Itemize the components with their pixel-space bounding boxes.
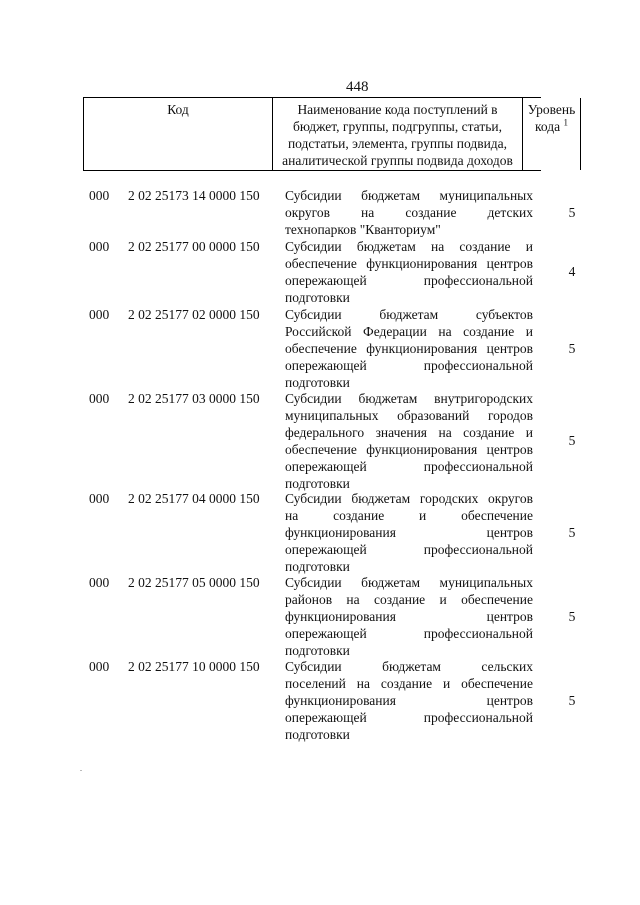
row-group-code: 000 — [89, 575, 110, 590]
row-name-line: подготовки — [285, 290, 350, 305]
row-name-line: функционирования центров — [285, 693, 533, 708]
row-name — [285, 187, 533, 238]
row-name-line: опережающей профессиональной — [285, 542, 533, 557]
scan-artifact — [80, 770, 82, 771]
row-name-line: подготовки — [285, 375, 350, 390]
row-name-line: на создание и обеспечение — [285, 508, 533, 523]
row-revenue-code: 2 02 25177 05 0000 150 — [128, 575, 260, 590]
row-revenue-code: 2 02 25177 00 0000 150 — [128, 239, 260, 254]
row-name-line: Российской Федерации на создание и — [285, 324, 533, 339]
row-revenue-code: 2 02 25177 02 0000 150 — [128, 307, 260, 322]
row-group-code: 000 — [89, 491, 110, 506]
row-name-line: подготовки — [285, 476, 350, 491]
row-name-line: опережающей профессиональной — [285, 358, 533, 373]
row-name — [285, 306, 533, 391]
row-level: 5 — [568, 433, 576, 448]
row-name-line: функционирования центров — [285, 525, 533, 540]
row-revenue-code: 2 02 25177 10 0000 150 — [128, 659, 260, 674]
header-level-label: кода — [535, 119, 561, 134]
row-group-code: 000 — [89, 239, 110, 254]
header-level-line1: Уровень — [527, 102, 576, 117]
row-name — [285, 658, 533, 743]
row-name-line: Субсидии бюджетам сельских — [285, 659, 533, 674]
row-name-line: поселений на создание и обеспечение — [285, 676, 533, 691]
row-name-line: технопарков "Кванториум" — [285, 222, 441, 237]
row-level: 4 — [568, 264, 576, 279]
row-name-line: подготовки — [285, 559, 350, 574]
row-name-line: опережающей профессиональной — [285, 626, 533, 641]
row-name-line: опережающей профессиональной — [285, 710, 533, 725]
row-name-line: обеспечение функционирования центров — [285, 341, 533, 356]
row-name-line: Субсидии бюджетам субъектов — [285, 307, 533, 322]
row-name-line: районов на создание и обеспечение — [285, 592, 533, 607]
row-level: 5 — [568, 609, 576, 624]
header-name-line: аналитической группы подвида доходов — [282, 153, 513, 168]
table-header — [83, 97, 576, 171]
row-name-line: обеспечение функционирования центров — [285, 256, 533, 271]
row-name-line: муниципальных образований городов — [285, 408, 533, 423]
header-level-footnote: 1 — [563, 117, 568, 128]
row-name-line: Субсидии бюджетам муниципальных — [285, 575, 533, 590]
row-name-line: Субсидии бюджетам внутригородских — [285, 391, 533, 406]
row-name — [285, 574, 533, 659]
header-level-cell — [523, 98, 581, 170]
header-level-line2 — [523, 118, 580, 135]
row-group-code: 000 — [89, 659, 110, 674]
row-level: 5 — [568, 205, 576, 220]
row-level: 5 — [568, 693, 576, 708]
row-name-line: округов на создание детских — [285, 205, 533, 220]
row-name — [285, 490, 533, 575]
row-level: 5 — [568, 341, 576, 356]
header-name-line: Наименование кода поступлений в — [297, 102, 498, 117]
row-name-line: опережающей профессиональной — [285, 459, 533, 474]
row-name-line: подготовки — [285, 643, 350, 658]
row-group-code: 000 — [89, 188, 110, 203]
row-revenue-code: 2 02 25177 04 0000 150 — [128, 491, 260, 506]
row-level: 5 — [568, 525, 576, 540]
row-group-code: 000 — [89, 307, 110, 322]
row-name-line: функционирования центров — [285, 609, 533, 624]
row-group-code: 000 — [89, 391, 110, 406]
row-name — [285, 238, 533, 306]
header-name-line: подстатьи, элемента, группы подвида, — [287, 136, 508, 151]
row-revenue-code: 2 02 25173 14 0000 150 — [128, 188, 260, 203]
header-code-cell — [83, 98, 273, 170]
page-number: 448 — [346, 79, 369, 95]
row-name — [285, 390, 533, 492]
row-name-line: федерального значения на создание и — [285, 425, 533, 440]
row-revenue-code: 2 02 25177 03 0000 150 — [128, 391, 260, 406]
row-name-line: Субсидии бюджетам городских округов — [285, 491, 533, 506]
header-name-cell — [273, 98, 523, 170]
row-name-line: Субсидии бюджетам муниципальных — [285, 188, 533, 203]
row-name-line: обеспечение функционирования центров — [285, 442, 533, 457]
header-code-label: Код — [167, 102, 189, 117]
row-name-line: подготовки — [285, 727, 350, 742]
row-name-line: Субсидии бюджетам на создание и — [285, 239, 533, 254]
row-name-line: опережающей профессиональной — [285, 273, 533, 288]
header-name-line: бюджет, группы, подгруппы, статьи, — [293, 119, 502, 134]
